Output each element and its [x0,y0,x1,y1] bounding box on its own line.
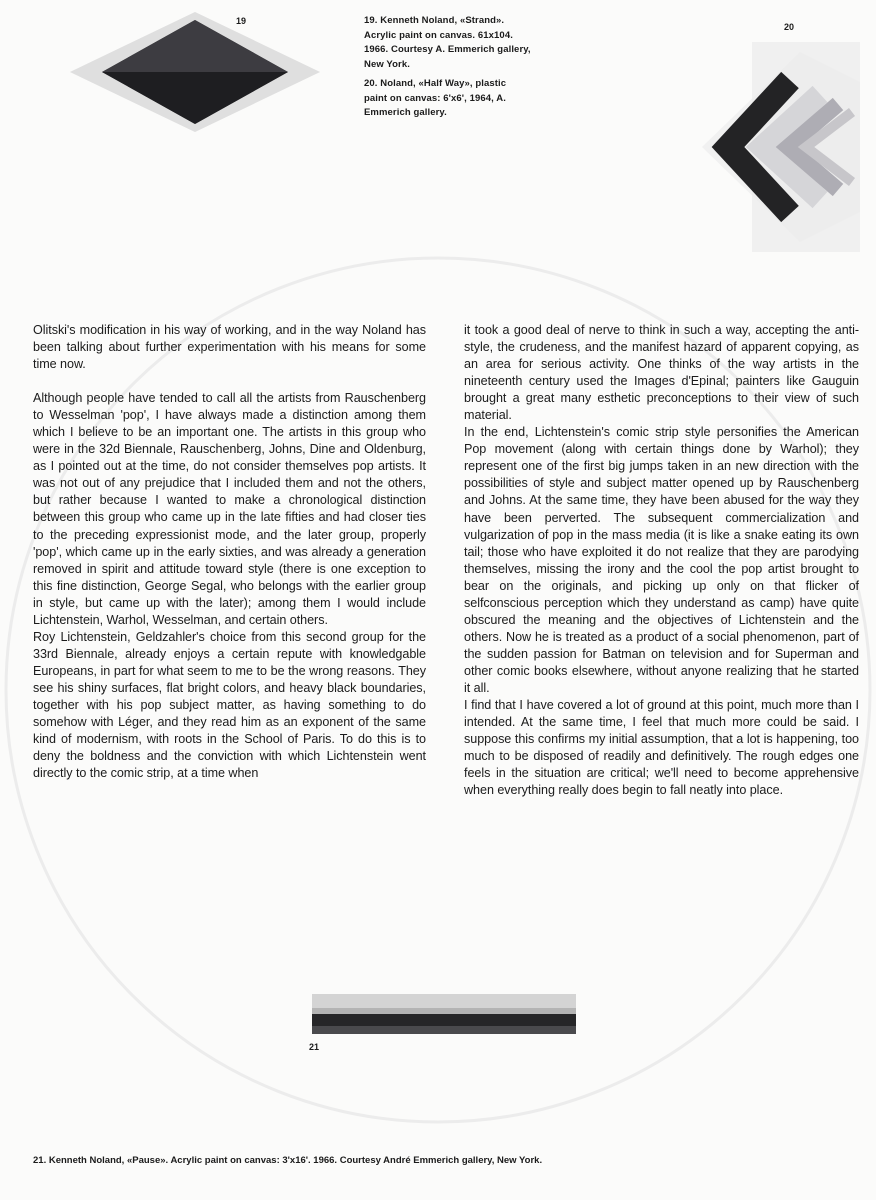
caption-20: 20. Noland, «Half Way», plastic paint on canvas: 6'x6', 1964, A. Emmerich gallery. [364,78,507,118]
figure-20-number: 20 [784,22,795,32]
paragraph: I find that I have covered a lot of ground at this point, much more than I intended. At the same time, I feel that much more could be said. I suppose this confirms my initial assumption, that a lot is happening, too much to be disposed of readily and definitively. The rough edges one feels in the situation are critical; we'll need to become apprehensive when everything really does begin to fall neatly into place. [464,698,859,798]
figure-19-painting [70,12,320,132]
figure-19-number: 19 [236,16,247,26]
paragraph: Olitski's modification in his way of working, and in the way Noland has been talking about further experimentation with his means for some time now. [33,323,426,372]
figure-captions-top [364,14,532,126]
article-column-left [33,322,426,782]
paragraph: In the end, Lichtenstein's comic strip style personifies the American Pop movement (along with certain things done by Warhol); they represent one of the first big jumps taken in an new direction with the possibilities of style and subject matter opened up by Rauschenberg and Johns. At the same time, they have been abused for the way they have been perverted. The subsequent commercialization and vulgarization of pop in the mass media (it is like a snake eating its own tail; those who have exploited it do not realize that they are parodying themselves, missing the irony and the cool the pop artist brought to bear on the originals, and picking up only on that flicker of selfconscious perception which they understand as camp) have quite obscured the meaning and the objectives of Lichtenstein and the others. Now he is treated as a product of a social phenomenon, part of the sudden passion for Batman on television and for Superman and other comic books elsewhere, without anyone realizing that he started it all. [464,425,859,695]
figure-21-painting [312,994,576,1034]
article-column-right [464,322,859,799]
figure-21-number: 21 [309,1042,320,1052]
paragraph: Roy Lichtenstein, Geldzahler's choice from this second group for the 33rd Biennale, already enjoys a certain repute with knowledgable Europeans, in part for what seem to me to be the wrong reasons. They see his shiny surfaces, flat bright colors, and heavy black boundaries, together with his pop subject matter, as having something to do somehow with Léger, and they read him as an exponent of the same kind of modernism, with roots in the School of Paris. To do this is to deny the boldness and the conviction with which Lichtenstein went directly to the comic strip, at a time when [33,629,426,781]
figure-20-painting [702,42,860,252]
paragraph: Although people have tended to call all the artists from Rauschenberg to Wesselman 'pop', I have always made a distinction among them which I believe to be an important one. The artists in this group who were in the 32d Biennale, Rauschenberg, Johns, Dine and Oldenburg, as I pointed out at the time, do not consider themselves pop artists. It was not out of any prejudice that I included them and not the others, but rather because I wanted to make a chronological distinction between this group who came up in the late fifties and had closer ties to the preceding expressionist mode, and the later group, properly 'pop', which came up in the early sixties, and was already a generation removed in spirit and attitude toward style (there is one exception to this fine distinction, George Segal, who belongs with the earlier group in style, but came up with the later); among them I would include Lichtenstein, Warhol, Wesselman, and certain others. [33,391,426,627]
caption-19: 19. Kenneth Noland, «Strand». Acrylic paint on canvas. 61x104. 1966. Courtesy A. Emmerich gallery, New York. [364,15,531,70]
paragraph: it took a good deal of nerve to think in such a way, accepting the anti-style, the crudeness, and the manifest hazard of apparent copying, as an area for serious activity. One thinks of the way artists in the nineteenth century used the Images d'Epinal; painters like Gauguin brought a great many esthetic preconceptions to their view of such material. [464,323,859,423]
figure-caption-21: 21. Kenneth Noland, «Pause». Acrylic paint on canvas: 3'x16'. 1966. Courtesy André Emmerich gallery, New York. [33,1155,543,1166]
